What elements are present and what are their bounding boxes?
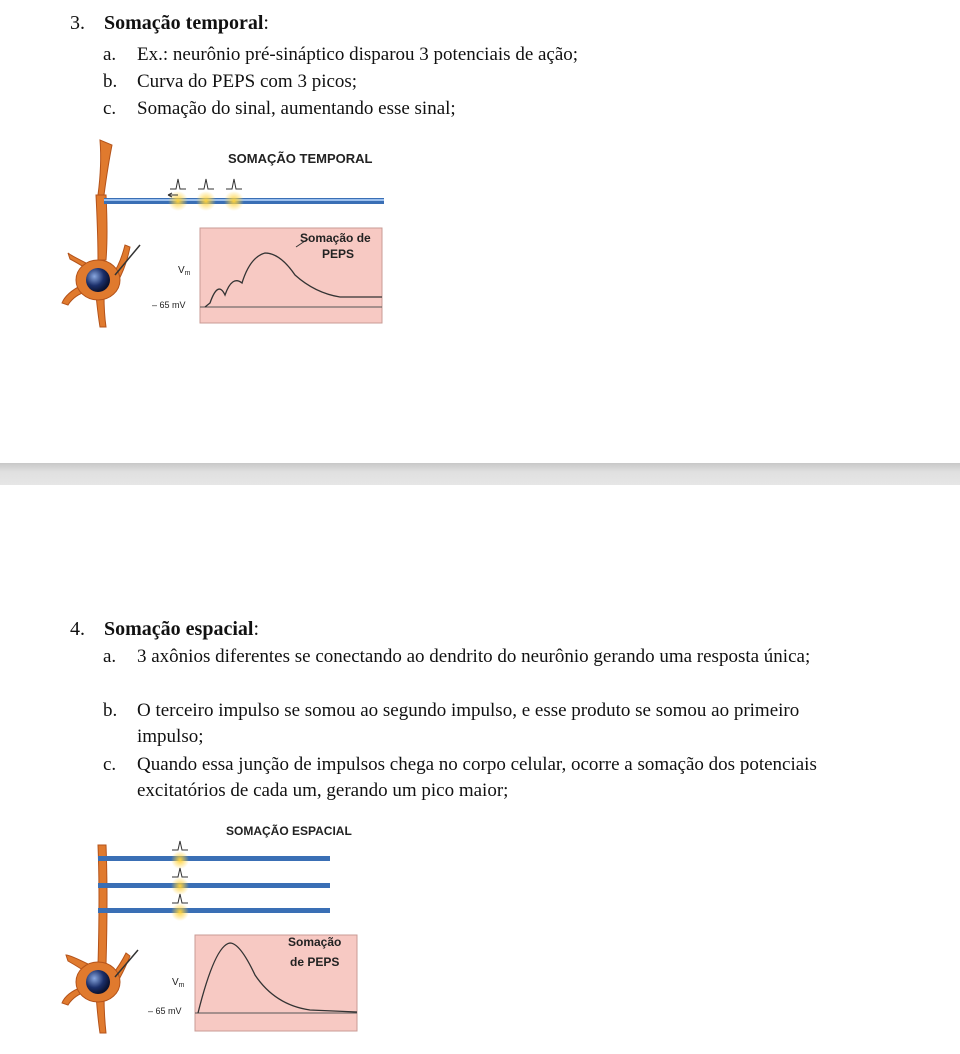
section-number: 4.	[70, 618, 85, 640]
neuron-illustration	[62, 845, 130, 1033]
synapse-glow	[171, 903, 189, 921]
baseline-label: – 65 mV	[152, 300, 186, 310]
section-heading: 3. Somação temporal:	[70, 12, 269, 34]
vm-label: $V_m$	[172, 977, 185, 989]
spatial-summation-figure	[60, 815, 360, 1045]
section-heading: 4. Somação espacial:	[70, 618, 259, 640]
section-title: Somação espacial	[104, 618, 254, 640]
temporal-summation-figure	[60, 135, 390, 330]
baseline-label: – 65 mV	[148, 1006, 182, 1016]
synapse-glow	[196, 191, 216, 211]
synapse-glow	[224, 191, 244, 211]
axon	[98, 883, 330, 888]
synapse-glow	[171, 877, 189, 895]
neuron-illustration	[62, 140, 130, 327]
list-item: a. 3 axônios diferentes se conectando ao dendrito do neurônio gerando uma resposta única;	[103, 646, 811, 667]
list-item: b. Curva do PEPS com 3 picos;	[103, 71, 358, 92]
soma	[86, 970, 110, 994]
axon	[98, 856, 330, 861]
list-item: c. Quando essa junção de impulsos chega no corpo celular, ocorre a somação dos potenciais excitatórios de cada um, gerando um pico maior;	[103, 754, 817, 801]
figure-title: SOMAÇÃO ESPACIAL	[226, 824, 352, 838]
vm-label: $V_m$	[178, 265, 191, 277]
synapse-glow	[171, 851, 189, 869]
graph-label: de PEPS	[290, 955, 340, 969]
graph-panel	[195, 935, 357, 1031]
soma	[86, 268, 110, 292]
section-title: Somação temporal	[104, 12, 264, 34]
page-separator	[0, 463, 960, 485]
list-item: c. Somação do sinal, aumentando esse sinal;	[103, 98, 456, 119]
graph-label: PEPS	[322, 247, 355, 261]
axon	[98, 908, 330, 913]
figure-title: SOMAÇÃO TEMPORAL	[228, 151, 373, 166]
graph-label: Somação de	[300, 231, 371, 245]
graph-label: Somação	[288, 935, 342, 949]
section-number: 3.	[70, 12, 85, 34]
list-item: b. O terceiro impulso se somou ao segundo impulso, e esse produto se somou ao primeiro impulso;	[103, 700, 800, 747]
list-item: a. Ex.: neurônio pré-sináptico disparou 3 potenciais de ação;	[103, 44, 579, 65]
